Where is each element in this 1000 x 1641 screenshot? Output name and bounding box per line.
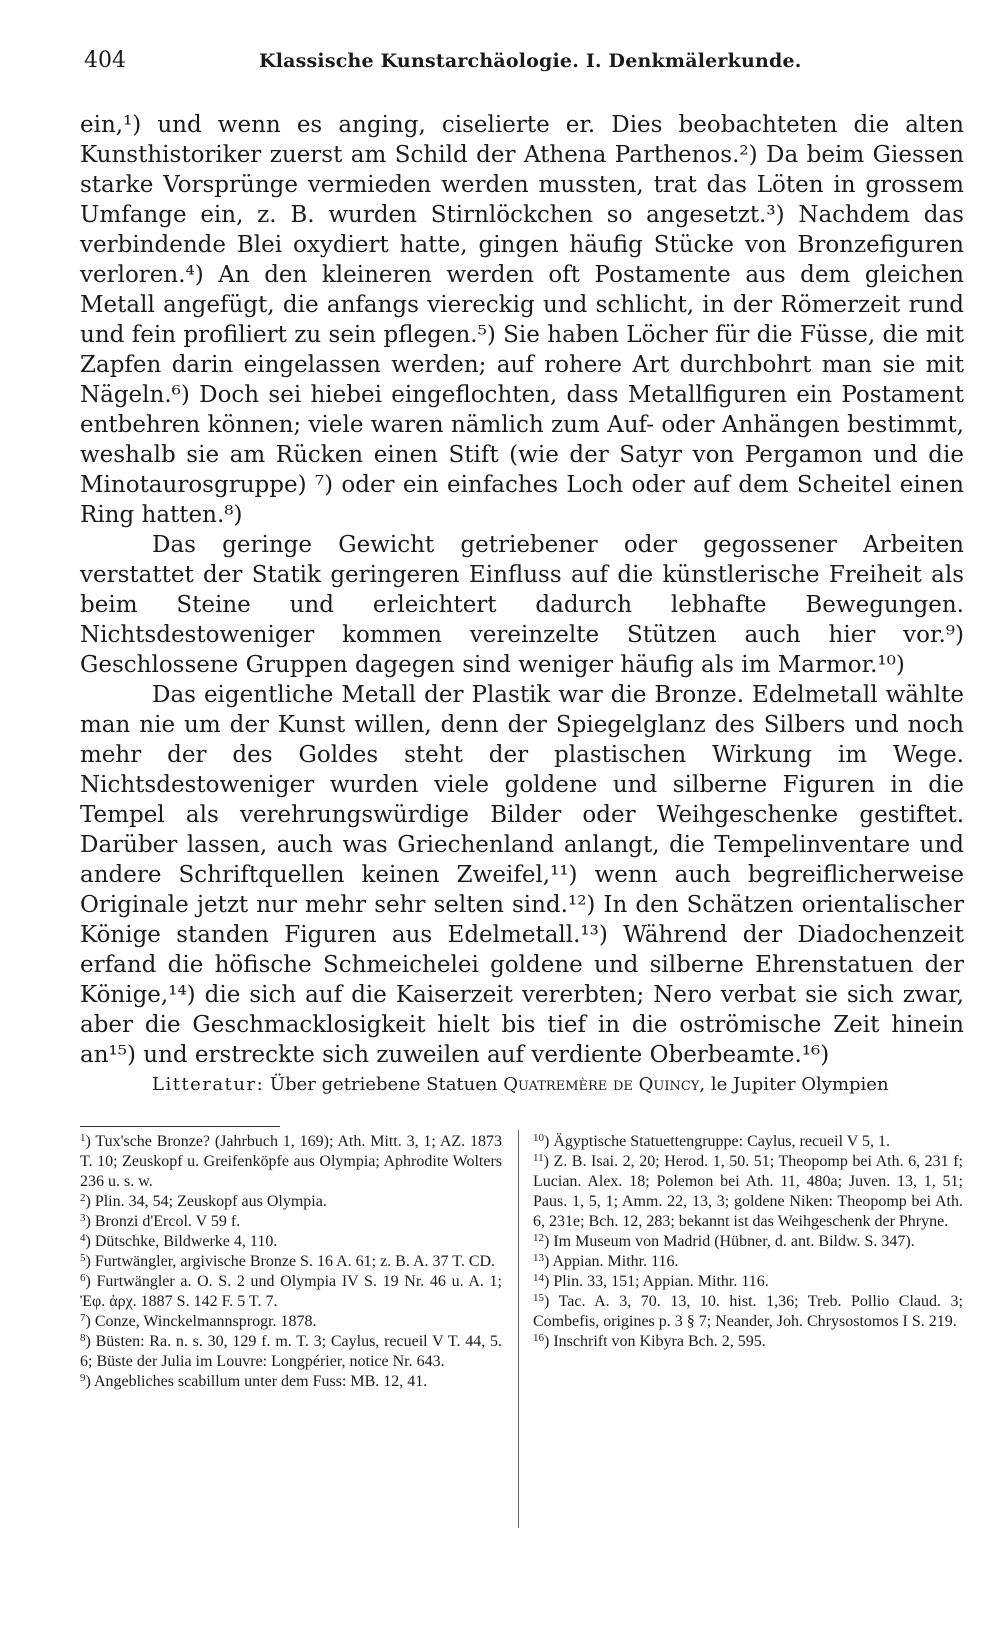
footnote-marker: 14	[533, 1272, 544, 1284]
footnote	[533, 1272, 963, 1292]
footnote-paren: )	[85, 1273, 97, 1290]
footnote	[80, 1332, 502, 1372]
footnote	[80, 1212, 502, 1232]
footnote-marker: 9	[80, 1372, 86, 1384]
main-text	[80, 110, 964, 1098]
footnote-paren: )	[85, 1333, 96, 1350]
literature-label: Litteratur:	[152, 1074, 265, 1095]
footnote	[80, 1192, 502, 1212]
footnote-marker: 10	[533, 1132, 544, 1144]
footnote-paren: )	[544, 1133, 554, 1150]
footnote-text: Tac. A. 3, 70. 13, 10. hist. 1,36; Treb. Pollio Claud. 3; Combefis, origines p. 3 § 7; Neander, Joh. Chrysostomos I S. 219.	[533, 1293, 963, 1330]
footnote	[533, 1292, 963, 1332]
footnote-text: Angebliches scabillum unter dem Fuss: MB. 12, 41.	[93, 1373, 428, 1390]
footnote-text: Bronzi d'Ercol. V 59 f.	[94, 1213, 241, 1230]
footnote-text: Ägyptische Statuettengruppe: Caylus, recueil V 5, 1.	[553, 1133, 891, 1150]
footnote-paren: )	[544, 1273, 554, 1290]
footnote-marker: 5	[80, 1252, 86, 1264]
footnote-text: Im Museum von Madrid (Hübner, d. ant. Bildw. S. 347).	[553, 1233, 915, 1250]
footnote-marker: 6	[80, 1272, 86, 1284]
footnote-rule	[80, 1126, 280, 1127]
footnote	[80, 1312, 502, 1332]
footnotes-left-column	[80, 1132, 502, 1392]
footnote-marker: 12	[533, 1232, 544, 1244]
footnote-text: Plin. 33, 151; Appian. Mithr. 116.	[553, 1273, 769, 1290]
footnote-paren: )	[544, 1233, 554, 1250]
footnote-paren: )	[544, 1333, 554, 1350]
footnote-paren: )	[544, 1293, 559, 1310]
running-title: Klassische Kunstarchäologie. I. Denkmälerkunde.	[259, 50, 802, 72]
footnote-marker: 7	[80, 1312, 86, 1324]
literature-rest: le Jupiter Olympien	[710, 1074, 889, 1095]
footnote-marker: 16	[533, 1332, 544, 1344]
footnote-text: Dütschke, Bildwerke 4, 110.	[94, 1233, 278, 1250]
paragraph-1: ein,¹) und wenn es anging, ciselierte er. Dies beobachteten die alten Kunsthistoriker zuerst am Schild der Athena Parthenos.²) Da beim Giessen starke Vorsprünge vermieden werden mussten, trat das Löten in grossem Umfange ein, z. B. wurden Stirnlöckchen so angesetzt.³) Nachdem das verbindende Blei oxydiert hatte, gingen häufig Stücke von Bronzefiguren verloren.⁴) An den kleineren werden oft Postamente aus dem gleichen Metall angefügt, die anfangs viereckig und schlicht, in der Römerzeit rund und fein profiliert zu sein pflegen.⁵) Sie haben Löcher für die Füsse, die mit Zapfen darin eingelassen werden; auf rohere Art durchbohrt man sie mit Nägeln.⁶) Doch sei hiebei eingeflochten, dass Metallfiguren ein Postament entbehren können; viele waren nämlich zum Auf- oder Anhängen bestimmt, weshalb sie am Rücken einen Stift (wie der Satyr von Pergamon und die Minotaurosgruppe) ⁷) oder ein einfaches Loch oder auf dem Scheitel einen Ring hatten.⁸)	[80, 112, 964, 528]
footnote-marker: 4	[80, 1232, 86, 1244]
footnote-paren: )	[85, 1373, 94, 1390]
footnote-paren: )	[85, 1253, 95, 1270]
literature-line	[80, 1072, 964, 1098]
footnote-marker: 3	[80, 1212, 86, 1224]
footnote-text: Inschrift von Kibyra Bch. 2, 595.	[553, 1333, 766, 1350]
footnote-marker: 8	[80, 1332, 86, 1344]
page-number: 404	[84, 48, 126, 73]
paragraph-3: Das eigentliche Metall der Plastik war die Bronze. Edelmetall wählte man nie um der Kunst willen, denn der Spiegelglanz des Silbers und noch mehr der des Goldes steht der plastischen Wirkung im Wege. Nichtsdestoweniger wurden viele goldene und silberne Figuren in die Tempel als verehrungswürdige Bilder oder Weihgeschenke gestiftet. Darüber lassen, auch was Griechenland anlangt, die Tempelinventare und andere Schriftquellen keinen Zweifel,¹¹) wenn auch begreiflicherweise Originale jetzt nur mehr sehr selten sind.¹²) In den Schätzen orientalischer Könige standen Figuren aus Edelmetall.¹³) Während der Diadochenzeit erfand die höfische Schmeichelei goldene und silberne Ehrenstatuen der Könige,¹⁴) die sich auf die Kaiserzeit vererbten; Nero verbat sie sich zwar, aber die Geschmacklosigkeit hielt bis tief in die oströmische Zeit hinein an¹⁵) und erstreckte sich zuweilen auf verdiente Oberbeamte.¹⁶)	[80, 682, 964, 1068]
footnote-marker: 11	[533, 1152, 544, 1164]
paragraph-2: Das geringe Gewicht getriebener oder gegossener Arbeiten verstattet der Statik geringeren Einfluss auf die künstlerische Freiheit als beim Steine und erleichtert dadurch lebhafte Bewegungen. Nichtsdestoweniger kommen vereinzelte Stützen auch hier vor.⁹) Geschlossene Gruppen dagegen sind weniger häufig als im Marmor.¹⁰)	[80, 532, 964, 678]
footnote-paren: )	[85, 1193, 95, 1210]
footnote-paren: )	[85, 1313, 95, 1330]
footnote	[80, 1272, 502, 1312]
footnote-paren: )	[85, 1213, 95, 1230]
footnote	[533, 1152, 963, 1232]
footnote-paren: )	[85, 1233, 95, 1250]
footnote-text: Conze, Winckelmannsprogr. 1878.	[94, 1313, 317, 1330]
footnote	[80, 1372, 502, 1392]
footnote	[533, 1132, 963, 1152]
footnote	[80, 1252, 502, 1272]
footnote-column-divider	[518, 1130, 519, 1528]
footnote-text: Tux'sche Bronze? (Jahrbuch 1, 169); Ath. Mitt. 3, 1; AZ. 1873 T. 10; Zeuskopf u. Greifenköpfe aus Olympia; Aphrodite Wolters 236 u. s. w.	[80, 1133, 502, 1190]
footnote-text: Furtwängler a. O. S. 2 und Olympia IV S. 19 Nr. 46 u. A. 1; Ἐφ. ἀρχ. 1887 S. 142 F. 5 T. 7.	[80, 1273, 503, 1310]
footnote-paren: )	[543, 1153, 554, 1170]
footnote	[533, 1252, 963, 1272]
footnote-marker: 1	[80, 1132, 86, 1144]
footnote-marker: 2	[80, 1192, 86, 1204]
footnote	[80, 1132, 502, 1192]
page-header	[84, 48, 964, 78]
literature-text: Über getriebene Statuen	[269, 1074, 498, 1095]
footnote-paren: )	[85, 1133, 96, 1150]
footnote-text: Appian. Mithr. 116.	[552, 1253, 679, 1270]
footnote-text: Büsten: Ra. n. s. 30, 129 f. m. T. 3; Caylus, recueil V T. 44, 5. 6; Büste der Julia im Louvre: Longpérier, notice Nr. 643.	[80, 1333, 503, 1370]
footnote-marker: 13	[533, 1252, 544, 1264]
footnote-text: Z. B. Isai. 2, 20; Herod. 1, 50. 51; Theopomp bei Ath. 6, 231 f; Lucian. Alex. 18; Polemon bei Ath. 11, 480a; Juven. 13, 1, 51; Paus. 1, 5, 1; Amm. 22, 13, 3; goldene Niken: Theopomp bei Ath. 6, 231e; Bch. 12, 283; bekannt ist das Weihgeschenk der Phryne.	[533, 1153, 964, 1230]
footnote-paren: )	[544, 1253, 553, 1270]
footnote	[80, 1232, 502, 1252]
footnote-text: Furtwängler, argivische Bronze S. 16 A. 61; z. B. A. 37 T. CD.	[94, 1253, 496, 1270]
footnote	[533, 1332, 963, 1352]
footnotes-right-column	[533, 1132, 963, 1352]
footnote-marker: 15	[533, 1292, 544, 1304]
footnote	[533, 1232, 963, 1252]
literature-author: Quatremère de Quincy,	[503, 1074, 706, 1095]
footnote-text: Plin. 34, 54; Zeuskopf aus Olympia.	[94, 1193, 327, 1210]
